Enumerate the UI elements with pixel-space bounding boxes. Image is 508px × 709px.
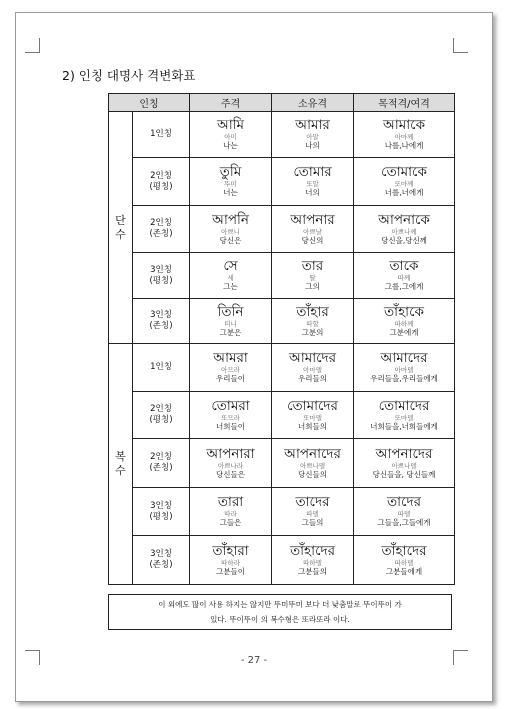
header-objective: 목적격/여격 bbox=[354, 94, 455, 112]
number-label-char: 수 bbox=[115, 464, 126, 478]
person-label bbox=[133, 487, 190, 536]
korean-meaning: 그분에게 bbox=[389, 327, 419, 337]
korean-meaning: 그분은 bbox=[219, 327, 242, 337]
pronunciation: 아마께 bbox=[394, 133, 414, 142]
korean-meaning: 당신은 bbox=[219, 235, 242, 245]
bengali-word: আমাদের bbox=[380, 350, 428, 367]
bengali-word: তাঁহার bbox=[296, 303, 329, 320]
header-nominative: 주격 bbox=[190, 94, 272, 112]
table-row bbox=[109, 112, 455, 158]
pronoun-cell bbox=[354, 487, 455, 536]
header-possessive: 소유격 bbox=[272, 94, 354, 112]
bengali-word: তোমাকে bbox=[381, 164, 427, 181]
bengali-word: আপনাদের bbox=[284, 445, 341, 462]
pronunciation: 아미 bbox=[224, 133, 237, 142]
note-box bbox=[108, 594, 452, 630]
bengali-word: আপনারা bbox=[206, 445, 255, 462]
bengali-word: তোমার bbox=[293, 164, 332, 181]
pronoun-cell bbox=[190, 253, 272, 298]
pronoun-cell bbox=[272, 253, 354, 298]
person-name: 2인칭 bbox=[150, 452, 172, 463]
pronunciation: 따라 bbox=[224, 510, 237, 519]
person-name: 3인칭 bbox=[150, 549, 172, 560]
pronoun-cell bbox=[272, 298, 354, 343]
korean-meaning: 우리들을,우리들에게 bbox=[370, 374, 438, 384]
pronoun-cell bbox=[354, 298, 455, 343]
bengali-word: তাকে bbox=[389, 258, 419, 275]
pronoun-cell bbox=[354, 112, 455, 158]
pronunciation: 따델 bbox=[397, 510, 411, 519]
korean-meaning: 그들은 bbox=[219, 518, 242, 528]
pronoun-cell bbox=[354, 253, 455, 298]
korean-meaning: 나를,나에게 bbox=[384, 141, 424, 151]
pronoun-cell bbox=[272, 439, 354, 488]
pronunciation: 따하께 bbox=[394, 319, 414, 328]
pronunciation: 따께 bbox=[397, 274, 411, 283]
person-label bbox=[133, 391, 190, 439]
korean-meaning: 그분들의 bbox=[298, 566, 327, 576]
bengali-word: তিনি bbox=[217, 303, 244, 320]
pronunciation: 뚜미 bbox=[224, 180, 237, 189]
pronunciation: 또므라 bbox=[221, 413, 240, 422]
korean-meaning: 당신을,당신께 bbox=[381, 235, 427, 245]
person-honorific: (평칭) bbox=[149, 275, 173, 286]
korean-meaning: 당신들은 bbox=[216, 469, 245, 479]
person-honorific: (존칭) bbox=[149, 560, 173, 571]
crop-mark-top-right bbox=[453, 38, 468, 53]
pronoun-cell bbox=[190, 344, 272, 392]
bengali-word: তোমাদের bbox=[287, 397, 338, 414]
person-label bbox=[133, 439, 190, 488]
bengali-word: আমাদের bbox=[288, 350, 337, 367]
number-label-char: 복 bbox=[115, 450, 126, 464]
person-label bbox=[133, 112, 190, 158]
bengali-word: আপনি bbox=[212, 211, 249, 228]
pronoun-cell bbox=[190, 298, 272, 343]
crop-mark-top-left bbox=[25, 38, 40, 53]
person-name: 2인칭 bbox=[150, 404, 172, 415]
korean-meaning: 그들을,그들에게 bbox=[377, 518, 431, 528]
pronunciation: 아마델 bbox=[303, 366, 322, 375]
person-honorific: (존칭) bbox=[149, 229, 173, 240]
korean-meaning: 그는 bbox=[223, 282, 238, 292]
bengali-word: আপনার bbox=[290, 211, 335, 228]
pronunciation: 아쁘나께 bbox=[391, 227, 417, 236]
korean-meaning: 그분들에게 bbox=[385, 566, 423, 576]
person-name: 3인칭 bbox=[150, 500, 172, 511]
korean-meaning: 너희들을,너희들에게 bbox=[370, 421, 438, 431]
pronunciation: 아말 bbox=[306, 133, 319, 142]
pronoun-cell bbox=[272, 536, 354, 585]
bengali-word: সে bbox=[223, 258, 238, 275]
pronunciation: 아쁘나라 bbox=[217, 461, 244, 470]
pronunciation: 딸 bbox=[309, 274, 316, 283]
person-name: 3인칭 bbox=[150, 264, 172, 275]
bengali-word: আমার bbox=[295, 117, 330, 134]
bengali-word: তাদের bbox=[387, 494, 422, 511]
header-person: 인칭 bbox=[109, 94, 190, 112]
bengali-word: তারা bbox=[217, 494, 244, 511]
note-line: 이 외에도 많이 사용 하지는 않지만 뚜미뚜미 보다 더 낮춤말로 뚜이뚜이 가 bbox=[158, 600, 402, 609]
table-row bbox=[109, 487, 455, 536]
pronoun-cell bbox=[272, 158, 354, 206]
table-row bbox=[109, 298, 455, 343]
bengali-word: তোমরা bbox=[211, 397, 250, 414]
pronunciation: 또마께 bbox=[394, 180, 414, 189]
pronunciation: 따하델 bbox=[394, 558, 414, 567]
korean-meaning: 그를,그에게 bbox=[384, 282, 424, 292]
pronoun-cell bbox=[190, 536, 272, 585]
person-honorific: (평칭) bbox=[149, 181, 173, 192]
person-honorific: (평칭) bbox=[149, 511, 173, 522]
number-label bbox=[109, 344, 133, 585]
table-row bbox=[109, 439, 455, 488]
pronunciation: 아쁘나델 bbox=[299, 461, 326, 470]
pronoun-cell bbox=[272, 344, 354, 392]
person-name: 1인칭 bbox=[150, 362, 172, 373]
korean-meaning: 너희들의 bbox=[298, 421, 327, 431]
bengali-word: তার bbox=[301, 258, 324, 275]
pronoun-cell bbox=[190, 391, 272, 439]
korean-meaning: 나는 bbox=[223, 141, 238, 151]
note-line: 있다. 뚜이뚜이 의 복수형은 또라또라 이다. bbox=[210, 615, 350, 624]
pronoun-cell bbox=[190, 439, 272, 488]
korean-meaning: 당신들의 bbox=[298, 469, 327, 479]
person-name: 3인칭 bbox=[150, 310, 172, 321]
pronoun-cell bbox=[354, 205, 455, 253]
korean-meaning: 그의 bbox=[305, 282, 320, 292]
table-header-row bbox=[109, 94, 455, 112]
pronunciation: 아마델 bbox=[394, 366, 414, 375]
pronoun-cell bbox=[190, 487, 272, 536]
section-title: 2) 인칭 대명사 격변화표 bbox=[62, 68, 196, 83]
pronunciation: 따할 bbox=[306, 319, 319, 328]
person-honorific: (존칭) bbox=[149, 463, 173, 474]
pronoun-cell bbox=[190, 112, 272, 158]
korean-meaning: 너를,너에게 bbox=[384, 188, 424, 198]
korean-meaning: 그들의 bbox=[301, 518, 324, 528]
person-name: 2인칭 bbox=[150, 170, 172, 181]
bengali-word: আমাকে bbox=[383, 117, 426, 134]
person-label bbox=[133, 158, 190, 206]
table-row bbox=[109, 205, 455, 253]
pronoun-cell bbox=[354, 536, 455, 585]
page-number: - 27 - bbox=[240, 655, 268, 666]
bengali-word: আপনাকে bbox=[378, 211, 430, 228]
korean-meaning: 너의 bbox=[305, 188, 320, 198]
pronoun-cell bbox=[272, 205, 354, 253]
pronoun-cell bbox=[272, 112, 354, 158]
korean-meaning: 우리들의 bbox=[298, 374, 327, 384]
bengali-word: তুমি bbox=[219, 164, 242, 181]
pronunciation: 따하델 bbox=[303, 558, 322, 567]
pronunciation: 아므라 bbox=[221, 366, 240, 375]
pronoun-cell bbox=[354, 344, 455, 392]
pronoun-cell bbox=[354, 158, 455, 206]
person-label bbox=[133, 298, 190, 343]
person-honorific: (평칭) bbox=[149, 415, 173, 426]
table-row bbox=[109, 158, 455, 206]
pronunciation: 또마델 bbox=[394, 413, 414, 422]
pronoun-cell bbox=[272, 391, 354, 439]
pronoun-cell bbox=[272, 487, 354, 536]
pronunciation: 따하라 bbox=[221, 558, 240, 567]
person-name: 1인칭 bbox=[150, 129, 172, 140]
bengali-word: তাদের bbox=[295, 494, 330, 511]
pronunciation: 아쁘니 bbox=[221, 227, 240, 236]
pronunciation: 또말 bbox=[306, 180, 319, 189]
pronoun-cell bbox=[190, 205, 272, 253]
korean-meaning: 그분의 bbox=[301, 327, 324, 337]
person-label bbox=[133, 253, 190, 298]
table-row bbox=[109, 391, 455, 439]
korean-meaning: 너희들이 bbox=[216, 421, 245, 431]
bengali-word: আমি bbox=[216, 117, 245, 134]
pronoun-cell bbox=[190, 158, 272, 206]
korean-meaning: 우리들이 bbox=[216, 374, 245, 384]
pronoun-declension-table bbox=[108, 93, 455, 585]
bengali-word: তাঁহাদের bbox=[290, 542, 336, 559]
person-label bbox=[133, 344, 190, 392]
pronunciation: 세 bbox=[227, 274, 234, 283]
bengali-word: তোমাদের bbox=[378, 397, 430, 414]
person-name: 2인칭 bbox=[150, 218, 172, 229]
korean-meaning: 당신들을, 당신들께 bbox=[372, 469, 436, 479]
number-label bbox=[109, 112, 133, 344]
pronunciation: 아쁘나델 bbox=[391, 461, 417, 470]
table-row bbox=[109, 344, 455, 392]
korean-meaning: 나의 bbox=[305, 141, 320, 151]
pronoun-cell bbox=[354, 391, 455, 439]
person-label bbox=[133, 536, 190, 585]
pronunciation: 아쁘날 bbox=[303, 227, 322, 236]
number-label-char: 수 bbox=[115, 227, 126, 241]
number-label-char: 단 bbox=[115, 213, 126, 227]
bengali-word: তাঁহারা bbox=[212, 542, 249, 559]
pronoun-cell bbox=[354, 439, 455, 488]
person-honorific: (존칭) bbox=[149, 321, 173, 332]
bengali-word: আপনাদের bbox=[375, 445, 433, 462]
person-label bbox=[133, 205, 190, 253]
bengali-word: তাঁহাদের bbox=[381, 542, 427, 559]
table-row bbox=[109, 253, 455, 298]
pronunciation: 따델 bbox=[306, 510, 319, 519]
korean-meaning: 당신의 bbox=[301, 235, 324, 245]
table-row bbox=[109, 536, 455, 585]
bengali-word: তাঁহাকে bbox=[384, 303, 424, 320]
pronunciation: 띠니 bbox=[224, 319, 237, 328]
pronunciation: 또마델 bbox=[303, 413, 322, 422]
korean-meaning: 그분들이 bbox=[216, 566, 245, 576]
bengali-word: আমরা bbox=[213, 350, 248, 367]
korean-meaning: 너는 bbox=[223, 188, 238, 198]
